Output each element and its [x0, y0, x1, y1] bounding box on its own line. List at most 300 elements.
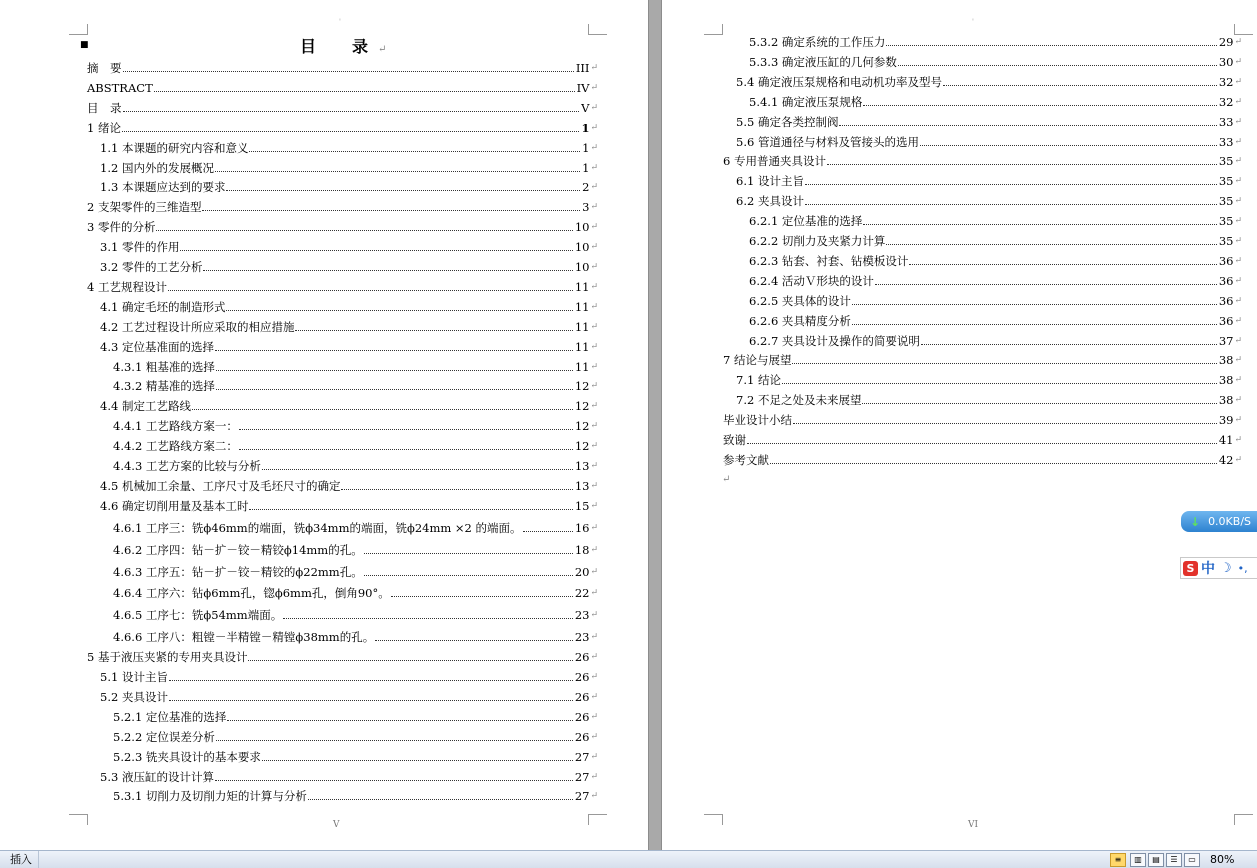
toc-entry-page: 11: [574, 279, 590, 294]
paragraph-mark: ↵: [1234, 435, 1242, 445]
toc-entry-title: 1.3 本课题应达到的要求: [100, 180, 226, 195]
toc-entry[interactable]: [723, 353, 1242, 367]
status-bar: [0, 850, 1257, 868]
toc-entry-page: 12: [574, 419, 590, 434]
dot-leader: [216, 370, 573, 371]
ime-mode-toggle[interactable]: 中: [1201, 561, 1215, 577]
dot-leader: [852, 304, 1217, 305]
toc-entry[interactable]: [749, 35, 1242, 49]
toc-entry[interactable]: [723, 453, 1242, 467]
toc-entry-page: 11: [574, 319, 590, 334]
toc-entry-title: 5.5 确定各类控制阀: [736, 114, 839, 129]
toc-entry-title: 5.2.3 铣夹具设计的基本要求: [113, 749, 261, 764]
dot-leader: [747, 443, 1217, 444]
toc-entry[interactable]: [113, 586, 598, 600]
page-number-footer: V: [333, 820, 340, 830]
paragraph-mark: ↵: [590, 321, 598, 332]
toc-entry-page: 26: [574, 670, 590, 684]
toc-entry[interactable]: [736, 75, 1242, 89]
toc-entry-page: 13: [574, 478, 590, 493]
toc-entry[interactable]: [113, 565, 598, 579]
toc-entry-title: 4.3 定位基准面的选择: [100, 339, 214, 354]
dot-leader: [215, 780, 573, 781]
toc-entry-page: 22: [574, 586, 590, 601]
toc-entry-title: 毕业设计小结: [723, 413, 792, 428]
toc-entry-title: 5.1 设计主旨: [100, 670, 168, 684]
toc-entry-title: 6.2.2 切削力及夹紧力计算: [749, 234, 886, 248]
paragraph-mark: ↵: [1234, 96, 1242, 107]
dot-leader: [123, 71, 574, 72]
dot-leader: [863, 224, 1216, 225]
dot-leader: [156, 230, 572, 231]
paragraph-mark: ↵: [590, 262, 598, 272]
toc-entry[interactable]: [736, 135, 1242, 149]
margin-marker: [588, 814, 607, 825]
toc-entry-page: 27: [574, 789, 590, 804]
dot-leader: [805, 204, 1217, 205]
dot-leader: [364, 575, 573, 576]
net-speed-value: 0.0KB/S: [1208, 515, 1252, 528]
toc-entry[interactable]: [100, 399, 598, 413]
moon-icon[interactable]: ☽: [1220, 560, 1232, 576]
toc-entry[interactable]: [736, 115, 1242, 129]
paragraph-mark: ↵: [1234, 196, 1242, 207]
paragraph-mark: ↵: [1234, 37, 1242, 47]
toc-entry-title: 5.4 确定液压泵规格和电动机功率及型号: [736, 74, 942, 89]
toc-entry-title: 目 录: [87, 100, 122, 115]
toc-entry-page: 20: [574, 564, 590, 579]
dot-leader: [203, 270, 572, 271]
paragraph-mark: ↵: [590, 731, 598, 742]
toc-entry-page: 35: [1218, 234, 1234, 248]
toc-entry-title: 7 结论与展望: [723, 353, 792, 368]
toc-entry[interactable]: [87, 81, 598, 95]
paragraph-mark: ↵: [590, 691, 598, 702]
toc-entry-page: 42: [1218, 452, 1234, 467]
toc-entry[interactable]: [113, 521, 598, 535]
dot-leader: [239, 429, 573, 430]
toc-entry[interactable]: [113, 750, 598, 764]
toc-entry[interactable]: [87, 200, 598, 214]
toc-entry[interactable]: [749, 274, 1242, 288]
paragraph-mark: ↵: [1234, 335, 1242, 346]
paragraph-mark: ↵: [590, 632, 598, 643]
toc-entry-page: 36: [1218, 273, 1234, 288]
toc-entry-title: 6.1 设计主旨: [736, 174, 804, 189]
paragraph-mark: ↵: [590, 202, 598, 213]
paragraph-mark: ↵: [590, 301, 598, 312]
dot-leader: [295, 330, 572, 331]
paragraph-mark: ↵: [1234, 415, 1242, 426]
toc-entry[interactable]: [749, 294, 1242, 308]
toc-entry-page: 1: [582, 140, 590, 155]
paragraph-mark: ↵: [1234, 236, 1242, 246]
paragraph-mark: ↵: [1234, 375, 1242, 386]
dot-leader: [875, 284, 1217, 285]
dot-leader: [523, 531, 573, 532]
dot-leader: [216, 740, 573, 741]
download-arrow-icon: ↓: [1190, 514, 1201, 529]
toc-entry-page: 26: [574, 650, 590, 665]
dot-leader: [215, 350, 573, 351]
dot-leader: [827, 164, 1217, 165]
dot-leader: [308, 799, 573, 800]
paragraph-mark: ↵: [590, 122, 598, 133]
toc-entry[interactable]: [113, 543, 598, 557]
toc-entry[interactable]: [749, 314, 1242, 328]
toc-entry-page: 10: [574, 240, 590, 255]
paragraph-mark: ↵: [1234, 176, 1242, 187]
paragraph-mark: ↵: [590, 751, 598, 762]
toc-entry-title: 4.4.1 工艺路线方案一：: [113, 419, 238, 434]
paragraph-mark: ↵: [590, 672, 598, 682]
paragraph-mark: ↵: [590, 361, 598, 372]
toc-entry-title: 6.2.4 活动Ｖ形块的设计: [749, 273, 874, 288]
toc-entry-title: 4.3.1 粗基准的选择: [113, 359, 215, 374]
dot-leader: [227, 720, 572, 721]
toc-entry[interactable]: [749, 234, 1242, 248]
toc-entry-title: 4 工艺规程设计: [87, 279, 167, 294]
toc-entry-page: 1: [581, 120, 590, 135]
toc-entry-title: 6.2.6 夹具精度分析: [749, 313, 851, 328]
paragraph-mark: ↵: [590, 566, 598, 577]
toc-entry[interactable]: [87, 61, 598, 75]
paragraph-mark: ↵: [590, 791, 598, 802]
toc-entry-title: 6.2.7 夹具设计及操作的简要说明: [749, 333, 920, 348]
paragraph-mark: ↵: [1234, 295, 1242, 306]
toc-entry-title: 4.6.4 工序六：钻ϕ6mm孔，锪ϕ6mm孔，倒角90°。: [113, 586, 390, 601]
toc-entry-page: 27: [574, 769, 590, 784]
paragraph-mark: ↵: [1234, 116, 1242, 127]
toc-entry[interactable]: [113, 730, 598, 744]
toc-entry[interactable]: [736, 393, 1242, 407]
paragraph-mark: ↵: [1234, 454, 1242, 465]
toc-entry-title: 5.3 液压缸的设计计算: [100, 769, 214, 784]
dot-leader: [805, 184, 1217, 185]
paragraph-mark: ↵: [590, 102, 598, 113]
dot-leader: [898, 65, 1217, 66]
list-bullet: ■: [80, 40, 89, 50]
toc-entry-page: 33: [1218, 134, 1234, 149]
toc-entry-page: 35: [1218, 174, 1234, 189]
toc-entry-title: 4.4.2 工艺路线方案二：: [113, 439, 238, 454]
paragraph-mark: ↵: [590, 182, 598, 193]
margin-marker: [69, 814, 88, 825]
toc-entry[interactable]: [87, 280, 598, 294]
dot-leader: [262, 469, 573, 470]
toc-entry-title: 5 基于液压夹紧的专用夹具设计: [87, 650, 248, 665]
paragraph-mark: ↵: [590, 500, 598, 511]
toc-entry[interactable]: [100, 770, 598, 784]
paragraph-mark: ↵: [590, 242, 598, 253]
dot-leader: [122, 131, 579, 132]
dot-leader: [202, 210, 580, 211]
toc-entry-page: 41: [1218, 433, 1234, 447]
dot-leader: [852, 324, 1217, 325]
paragraph-mark: ↵: [590, 480, 598, 491]
dot-leader: [262, 760, 573, 761]
dot-leader: [249, 151, 580, 152]
toc-entry[interactable]: [736, 174, 1242, 188]
margin-marker: [704, 24, 723, 35]
toc-entry-page: 32: [1218, 74, 1234, 89]
margin-marker: [588, 24, 607, 35]
toc-entry-title: 4.6 确定切削用量及基本工时: [100, 498, 249, 513]
toc-entry-title: 6.2.3 钻套、衬套、钻模板设计: [749, 253, 909, 268]
page-number-footer: VI: [968, 820, 979, 830]
dot-leader: [921, 344, 1217, 345]
toc-entry-page: 18: [574, 542, 590, 557]
dot-leader: [216, 389, 573, 390]
toc-entry[interactable]: [87, 650, 598, 664]
toc-entry-page: 11: [574, 359, 590, 374]
toc-entry-page: 11: [574, 339, 590, 354]
toc-entry[interactable]: [113, 360, 598, 374]
toc-entry-title: 6.2.5 夹具体的设计: [749, 293, 851, 308]
toc-entry-page: 30: [1218, 54, 1234, 69]
dot-leader: [909, 264, 1216, 265]
dot-leader: [283, 618, 573, 619]
toc-entry[interactable]: [100, 690, 598, 704]
toc-entry-page: 35: [1218, 194, 1234, 209]
paragraph-mark: ↵: [590, 522, 598, 533]
toc-entry-title: 1 绪论: [87, 120, 121, 135]
toc-entry[interactable]: [736, 194, 1242, 208]
toc-entry[interactable]: [100, 479, 598, 493]
toc-entry-page: 12: [574, 439, 590, 454]
dot-leader: [168, 290, 573, 291]
dot-leader: [226, 310, 572, 311]
insert-mode-indicator[interactable]: 插入: [4, 851, 39, 868]
toc-entry[interactable]: [113, 789, 598, 803]
toc-entry[interactable]: [113, 419, 598, 433]
dot-leader: [943, 85, 1217, 86]
toc-entry[interactable]: [100, 340, 598, 354]
dot-leader: [226, 190, 580, 191]
dot-leader: [839, 125, 1216, 126]
toc-entry-title: 6 专用普通夹具设计: [723, 154, 826, 169]
dot-leader: [180, 250, 572, 251]
toc-entry-page: 29: [1218, 35, 1234, 49]
toc-entry-title: 4.6.5 工序七：铣ϕ54mm端面。: [113, 608, 283, 623]
print-layout-view-icon[interactable]: ≡: [1110, 853, 1126, 867]
toc-entry[interactable]: [723, 413, 1242, 427]
toc-entry[interactable]: [100, 141, 598, 155]
toc-entry-title: 5.2.2 定位误差分析: [113, 729, 215, 744]
toc-entry-page: 35: [1218, 214, 1234, 229]
header-tick: ': [339, 18, 341, 26]
toc-entry[interactable]: [113, 608, 598, 622]
network-speed-widget[interactable]: [1181, 511, 1257, 532]
toc-entry[interactable]: [100, 670, 598, 684]
toc-entry-title: 5.4.1 确定液压泵规格: [749, 94, 863, 109]
dot-leader: [886, 45, 1216, 46]
paragraph-mark: ↵: [1234, 216, 1242, 227]
toc-entry-page: 35: [1218, 154, 1234, 169]
dot-leader: [792, 363, 1216, 364]
dot-leader: [341, 489, 572, 490]
toc-entry[interactable]: [749, 254, 1242, 268]
toc-entry[interactable]: [113, 379, 598, 393]
toc-entry-title: 2 支架零件的三维造型: [87, 200, 202, 215]
margin-marker: [1234, 24, 1253, 35]
toc-entry[interactable]: [113, 710, 598, 724]
toc-entry[interactable]: [100, 260, 598, 274]
toc-entry[interactable]: [749, 334, 1242, 348]
toc-entry[interactable]: [749, 95, 1242, 109]
toc-entry-page: 37: [1218, 333, 1234, 348]
dot-leader: [364, 553, 573, 554]
toc-entry-page: 26: [574, 689, 590, 704]
toc-entry-page: 36: [1218, 253, 1234, 268]
toc-entry-title: 4.6.2 工序四：钻－扩－铰－精铰ϕ14mm的孔。: [113, 542, 363, 557]
toc-entry[interactable]: [749, 55, 1242, 69]
toc-entry[interactable]: [87, 121, 598, 135]
toc-entry[interactable]: [723, 154, 1242, 168]
toc-entry[interactable]: [100, 161, 598, 175]
sogou-logo-icon[interactable]: S: [1183, 561, 1198, 576]
toc-entry[interactable]: [736, 373, 1242, 387]
toc-entry-page: 15: [574, 498, 590, 513]
full-screen-reading-icon[interactable]: ▥: [1130, 853, 1146, 867]
toc-entry-title: 3.1 零件的作用: [100, 240, 180, 255]
paragraph-mark: ↵: [590, 381, 598, 392]
dot-leader: [862, 403, 1216, 404]
toc-entry-title: 致谢: [723, 433, 746, 447]
toc-entry-title: 6.2 夹具设计: [736, 194, 804, 209]
paragraph-mark: ↵: [590, 588, 598, 599]
toc-entry-title: 5.2 夹具设计: [100, 689, 168, 704]
paragraph-mark: ↵: [590, 222, 598, 233]
punctuation-icon[interactable]: •,: [1237, 561, 1248, 575]
toc-entry-page: 2: [582, 180, 590, 195]
toc-entry[interactable]: [100, 499, 598, 513]
toc-entry-page: 12: [574, 399, 590, 414]
margin-marker: [1234, 814, 1253, 825]
toc-entry-page: 26: [574, 729, 590, 744]
toc-entry-page: 27: [574, 749, 590, 764]
document-page-right: [662, 0, 1257, 850]
outline-view-icon[interactable]: ☰: [1166, 853, 1182, 867]
toc-entry[interactable]: [113, 459, 598, 473]
toc-entry-title: 4.2 工艺过程设计所应采取的相应措施: [100, 319, 295, 334]
dot-leader: [770, 463, 1217, 464]
toc-entry-page: 26: [574, 709, 590, 724]
toc-entry[interactable]: [87, 101, 598, 115]
paragraph-mark: ↵: [1234, 76, 1242, 87]
toc-entry-title: 4.3.2 精基准的选择: [113, 379, 215, 394]
margin-marker: [69, 24, 88, 35]
paragraph-mark: ↵: [590, 341, 598, 352]
toc-entry[interactable]: [100, 320, 598, 334]
dot-leader: [248, 660, 572, 661]
toc-entry-title: 4.6.1 工序三：铣ϕ46mm的端面，铣ϕ34mm的端面，铣ϕ24mm ×2 的端面。: [113, 520, 522, 535]
toc-entry-title: 6.2.1 定位基准的选择: [749, 214, 863, 229]
web-layout-icon[interactable]: ▤: [1148, 853, 1164, 867]
toc-entry-page: 11: [574, 299, 590, 314]
dot-leader: [123, 111, 580, 112]
toc-entry-page: 13: [574, 459, 590, 473]
toc-entry-title: ABSTRACT: [87, 80, 153, 95]
toc-entry-page: 23: [574, 630, 590, 645]
toc-entry-page: III: [575, 61, 590, 75]
toc-entry-page: 39: [1218, 413, 1234, 428]
paragraph-mark: ↵: [1234, 156, 1242, 167]
toc-entry[interactable]: [113, 439, 598, 453]
paragraph-mark: ↵: [590, 421, 598, 432]
toc-entry-page: 10: [574, 220, 590, 235]
toc-entry-page: 38: [1218, 373, 1234, 388]
toc-entry[interactable]: [87, 220, 598, 234]
draft-view-icon[interactable]: ▭: [1184, 853, 1200, 867]
toc-entry-title: 4.6.6 工序八：粗镗－半精镗－精镗ϕ38mm的孔。: [113, 630, 375, 645]
zoom-level[interactable]: 80%: [1210, 853, 1235, 866]
margin-marker: [704, 814, 723, 825]
toc-entry-title: 参考文献: [723, 452, 769, 467]
dot-leader: [192, 409, 573, 410]
toc-entry[interactable]: [113, 630, 598, 644]
paragraph-mark: ↵: [1234, 56, 1242, 67]
header-tick: ': [972, 18, 974, 26]
paragraph-mark: ↵: [590, 652, 598, 663]
paragraph-mark: ↵: [590, 441, 598, 452]
dot-leader: [886, 244, 1216, 245]
paragraph-mark: ↵: [590, 544, 598, 555]
toc-entry[interactable]: [100, 180, 598, 194]
toc-entry-page: 23: [574, 608, 590, 623]
paragraph-mark: ↵: [1234, 395, 1242, 406]
toc-entry[interactable]: [749, 214, 1242, 228]
toc-entry-title: 1.2 国内外的发展概况: [100, 160, 214, 175]
dot-leader: [215, 171, 580, 172]
paragraph-mark: ↵: [590, 162, 598, 173]
toc-entry[interactable]: [100, 240, 598, 254]
toc-entry-page: 38: [1218, 393, 1234, 408]
toc-entry-title: 5.3.2 确定系统的工作压力: [749, 35, 886, 49]
toc-entry[interactable]: [100, 300, 598, 314]
toc-title: 目 录↵: [300, 37, 387, 56]
toc-entry-page: 33: [1218, 114, 1234, 129]
toc-entry-page: 38: [1218, 353, 1234, 368]
toc-entry-title: 4.5 机械加工余量、工序尺寸及毛坯尺寸的确定: [100, 478, 341, 493]
paragraph-mark: ↵: [1234, 355, 1242, 366]
dot-leader: [169, 700, 573, 701]
toc-entry-title: 7.1 结论: [736, 373, 781, 388]
toc-entry-title: 摘 要: [87, 61, 122, 75]
toc-entry[interactable]: [723, 433, 1242, 447]
dot-leader: [169, 680, 573, 681]
toc-entry-title: 1.1 本课题的研究内容和意义: [100, 140, 249, 155]
toc-entry-page: IV: [576, 80, 590, 95]
ime-toolbar[interactable]: [1180, 557, 1257, 579]
paragraph-mark: ↵: [590, 610, 598, 621]
toc-entry-title: 7.2 不足之处及未来展望: [736, 393, 862, 408]
toc-entry-title: 4.4 制定工艺路线: [100, 399, 191, 414]
paragraph-mark: ↵: [590, 63, 598, 73]
toc-entry-title: 5.3.3 确定液压缸的几何参数: [749, 54, 897, 69]
toc-entry-page: 12: [574, 379, 590, 394]
toc-entry-title: 5.6 管道通径与材料及管接头的选用: [736, 134, 919, 149]
paragraph-mark: ↵: [590, 142, 598, 153]
paragraph-mark: ↵: [722, 474, 731, 485]
dot-leader: [249, 509, 572, 510]
toc-entry-page: 1: [582, 160, 590, 175]
toc-entry-title: 4.4.3 工艺方案的比较与分析: [113, 459, 261, 473]
paragraph-mark: ↵: [1234, 136, 1242, 147]
paragraph-mark: ↵: [590, 461, 598, 471]
toc-entry-page: 3: [582, 200, 590, 215]
dot-leader: [154, 91, 575, 92]
